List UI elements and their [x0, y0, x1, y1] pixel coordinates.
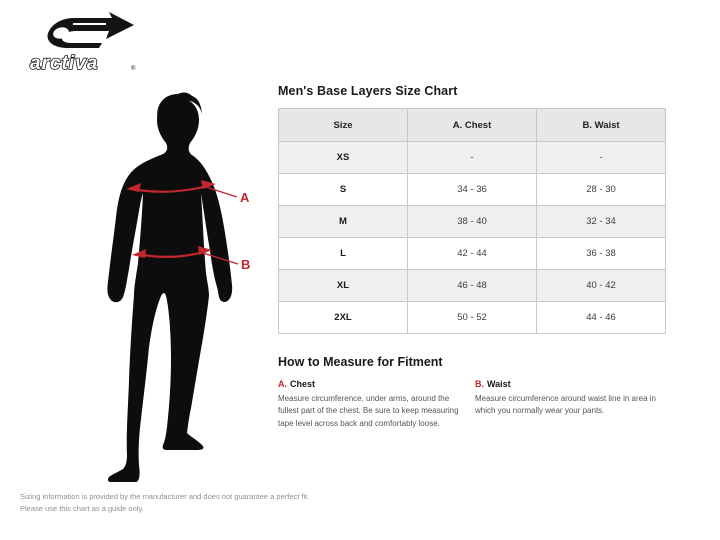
chest-cell: 50 - 52 [408, 302, 537, 334]
arctiva-logo-icon [28, 10, 146, 76]
size-cell: 2XL [279, 302, 408, 334]
chest-instruction-text: Measure circumference, under arms, around the fullest part of the chest. Be sure to keep measuring tape level across back and comfortably loose. [278, 394, 459, 428]
waist-marker-label: B [241, 257, 251, 272]
size-chart-content [278, 84, 666, 430]
chest-cell: 34 - 36 [408, 174, 537, 206]
size-cell: XS [279, 142, 408, 174]
disclaimer-line-1: Sizing information is provided by the manufacturer and does not guarantee a perfect fit. [20, 492, 310, 501]
brand-wordmark: arctiva [30, 53, 99, 74]
waist-title: Waist [487, 379, 511, 389]
waist-cell: 44 - 46 [537, 302, 666, 334]
male-silhouette [107, 98, 232, 482]
measure-section-heading: How to Measure for Fitment [278, 355, 443, 369]
table-row [279, 302, 666, 334]
sizing-disclaimer [20, 491, 309, 514]
waist-cell: - [537, 142, 666, 174]
column-header-size: Size [279, 109, 408, 142]
disclaimer-line-2: Please use this chart as a guide only. [20, 503, 144, 513]
chest-title: Chest [290, 379, 316, 389]
size-cell: XL [279, 270, 408, 302]
size-cell: L [279, 238, 408, 270]
brand-logo [28, 10, 146, 76]
table-row [279, 270, 666, 302]
waist-prefix: B. [475, 379, 484, 389]
chest-instruction [278, 379, 468, 430]
body-measurement-figure [100, 92, 275, 484]
table-row [279, 142, 666, 174]
size-chart-table [278, 108, 666, 334]
page-title: Men's Base Layers Size Chart [278, 84, 458, 98]
table-row [279, 206, 666, 238]
chest-marker-label: A [240, 190, 250, 205]
waist-cell: 40 - 42 [537, 270, 666, 302]
measure-instructions [278, 379, 666, 430]
size-cell: M [279, 206, 408, 238]
waist-instruction-text: Measure circumference around waist line in area in which you normally wear your pants. [475, 394, 656, 416]
column-header-chest: A. Chest [408, 109, 537, 142]
table-row [279, 238, 666, 270]
waist-cell: 28 - 30 [537, 174, 666, 206]
chest-cell: - [408, 142, 537, 174]
waist-instruction-title [475, 379, 666, 389]
column-header-waist: B. Waist [537, 109, 666, 142]
chest-cell: 38 - 40 [408, 206, 537, 238]
chest-cell: 42 - 44 [408, 238, 537, 270]
table-header-row [279, 109, 666, 142]
waist-cell: 36 - 38 [537, 238, 666, 270]
chest-prefix: A. [278, 379, 287, 389]
waist-instruction [475, 379, 666, 430]
size-cell: S [279, 174, 408, 206]
waist-cell: 32 - 34 [537, 206, 666, 238]
registered-mark: ® [131, 66, 136, 72]
chest-cell: 46 - 48 [408, 270, 537, 302]
table-row [279, 174, 666, 206]
chest-instruction-title [278, 379, 468, 389]
